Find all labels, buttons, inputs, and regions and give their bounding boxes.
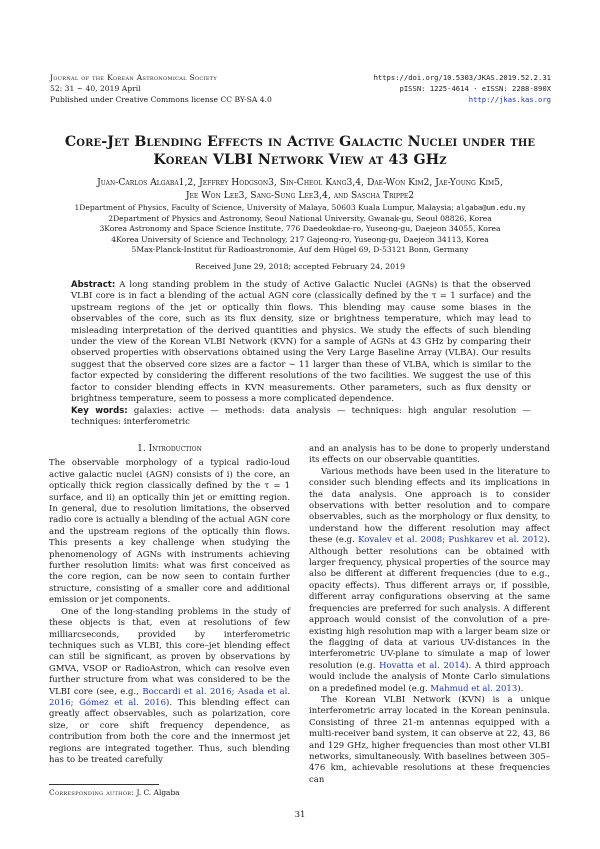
citation-link[interactable]: Pushkarev et al. 2012 xyxy=(448,535,544,546)
intro-paragraph-5: The Korean VLBI Network (KVN) is a unique interferometric array located in the Korean peninsula. Consisting of three 21-m antennas equipped with a multi-receiver band system, it can observe at 22, 43, 86 and 129 GHz, higher frequencies than most other VLBI networks, simultaneously. With baselines between 305–476 km, achievable resolutions at these frequencies can xyxy=(309,694,550,785)
title-line-1: Core-Jet Blending Effects in Active Galactic Nuclei under the xyxy=(64,134,536,150)
received-dates: Received June 29, 2018; accepted February 24, 2019 xyxy=(194,262,406,271)
page-number: 31 xyxy=(294,810,306,820)
citation-link[interactable]: Asada et al. 2016 xyxy=(49,686,290,708)
journal-header xyxy=(50,72,272,105)
left-column xyxy=(49,444,290,766)
citation-link[interactable]: Gómez et al. 2016 xyxy=(79,697,166,708)
abstract-label: Abstract: xyxy=(71,280,116,290)
intro-paragraph-3: and an analysis has to be done to properly understand its effects on our observable quantities. xyxy=(309,444,550,466)
intro-paragraph-1: The observable morphology of a typical radio-loud active galactic nuclei (AGN) consists of i) the core, an optically thick region classically defined by the τ = 1 surface, and ii) an optically thin jet or emitting region. In general, due to resolution limitations, the observed radio core is actually a blending of the actual AGN core and the upstream regions of the optically thin flows. This presents a key challenge when studying the phenomenology of AGNs with instruments achieving further resolution limits: what was first conceived as the core region, can be now seen to contain further structure, consisting of a smaller core and additional emission or jet components. xyxy=(49,458,290,606)
abstract-text: A long standing problem in the study of Active Galactic Nuclei (AGNs) is that the observed VLBI core is in fact a blending of the actual AGN core (classically defined by the τ = 1 surface) and the upstream regions of the jet or optically thin flows. This blending may cause some biases in the observables of the core, such as its flux density, size or brightness temperature, which may lead to misleading interpretation of the derived quantities and physics. We study the effects of such blending under the view of the Korean VLBI Network (KVN) for a sample of AGNs at 43 GHz by comparing their observed properties with observations obtained using the Very Large Baseline Array (VLBA). Our results suggest that the observed core sizes are a factor ∼ 11 larger than these of VLBA, which is similar to the factor expected by considering the different resolutions of the two facilities. We suggest the use of this factor to consider blending effects in KVN measurements. Other parameters, such as flux density or brightness temperature, seem to possess a more complicated dependence. xyxy=(71,280,531,405)
license-line: Published under Creative Commons license CC BY-SA 4.0 xyxy=(50,95,272,104)
citation-link[interactable]: Kovalev et al. 2008 xyxy=(358,535,443,546)
affiliation-2: 2Department of Physics and Astronomy, Seoul National University, Gwanak-gu, Seoul 08826, Korea xyxy=(108,213,492,223)
affiliation-1-text: 1Department of Physics, Faculty of Science, University of Malaya, 50603 Kuala Lumpur, Malaysia; xyxy=(74,203,454,212)
section-heading: 1. Introduction xyxy=(137,444,202,454)
authors-line-2: Jee Won Lee3, Sang-Sung Lee3,4, and Sascha Trippe2 xyxy=(185,189,415,201)
affiliations xyxy=(55,203,545,256)
doi-header xyxy=(374,72,551,105)
doi-link[interactable]: https://doi.org/10.5303/JKAS.2019.52.2.31 xyxy=(373,73,551,82)
keywords-text: galaxies: active — methods: data analysis — techniques: high angular resolution — techniques: interferometric xyxy=(71,406,531,428)
affiliation-4: 4Korea University of Science and Technology, 217 Gajeong-ro, Yuseong-gu, Daejeon 34113, Korea xyxy=(111,234,489,244)
affiliation-1 xyxy=(55,203,545,214)
abstract xyxy=(71,280,531,405)
intro-paragraph-2: One of the long-standing problems in the study of these objects is that, even at resolutions of few milliarcseconds, provided by interferometric techniques such as VLBI, this core–jet blending effect can still be significant, as proven by observations by GMVA, VSOP or RadioAstron, which can resolve even further structure from what was considered to be the VLBI core (see, e.g., Boccardi et al. 2016; Asada et al. 2016; Gómez et al. 2016). This blending effect can greatly affect observables, such as polarization, core size, or core shift frequency dependence, as contribution from both the core and the innermost jet regions are integrated together. Thus, such blending has to be treated carefully xyxy=(49,606,290,765)
corresponding-author-footnote xyxy=(49,788,180,797)
keywords-label: Key words: xyxy=(71,406,128,416)
citation-link[interactable]: Boccardi et al. 2016 xyxy=(142,686,232,697)
issn-line: pISSN: 1225-4614 · eISSN: 2288-890X xyxy=(399,84,551,93)
affiliation-3: 3Korea Astronomy and Space Science Institute, 776 Daedeokdae-ro, Yuseong-gu, Daejeon 34055, Korea xyxy=(99,224,501,234)
authors-line-1: Juan-Carlos Algaba1,2, Jeffrey Hodgson3, Sin-Cheol Kang3,4, Dae-Won Kim2, Jae-Young Kim5, xyxy=(97,177,503,188)
title-line-2: Korean VLBI Network View at 43 GHz xyxy=(153,152,447,168)
footnote-label: Corresponding author: xyxy=(49,788,135,797)
citation-link[interactable]: Hovatta et al. 2014 xyxy=(379,660,466,671)
right-column xyxy=(309,444,550,786)
journal-site-link[interactable]: http://jkas.kas.org xyxy=(468,95,551,104)
footnote-rule xyxy=(49,784,159,785)
intro-paragraph-4: Various methods have been used in the literature to consider such blending effects and its implications in the data analysis. One approach is to consider observations with better resolution and to compare observables, such as the morphology or flux density, to understand how the different resolution may affect these (e.g. Kovalev et al. 2008; Pushkarev et al. 2012). Although better resolutions can be obtained with larger frequency, physical properties of the source may also be different at different frequencies (due to e.g., opacity effects). Thus different arrays or, if possible, different array configurations observing at the same frequencies are preferred for such analysis. A different approach would consist of the convolution of a pre-existing high resolution map with a larger beam size or the flagging of data at various UV-distances in the interferometric UV-plane to simulate a map of lower resolution (e.g. Hovatta et al. 2014). A third approach would include the analysis of Monte Carlo simulations on a predefined model (e.g. Mahmud et al. 2013). xyxy=(309,466,550,694)
volume-line: 52: 31 ∼ 40, 2019 April xyxy=(50,84,141,93)
author-list xyxy=(55,177,545,202)
paper-title xyxy=(40,133,560,169)
corresponding-email[interactable]: algaba@um.edu.my xyxy=(456,203,526,212)
footnote-name: J. C. Algaba xyxy=(136,788,180,797)
keywords xyxy=(71,406,531,429)
journal-name: Journal of the Korean Astronomical Society xyxy=(50,73,218,82)
affiliation-5: 5Max-Planck-Institut für Radioastronomie, Auf dem Hügel 69, D-53121 Bonn, Germany xyxy=(131,245,469,255)
citation-link[interactable]: Mahmud et al. 2013 xyxy=(430,683,518,694)
